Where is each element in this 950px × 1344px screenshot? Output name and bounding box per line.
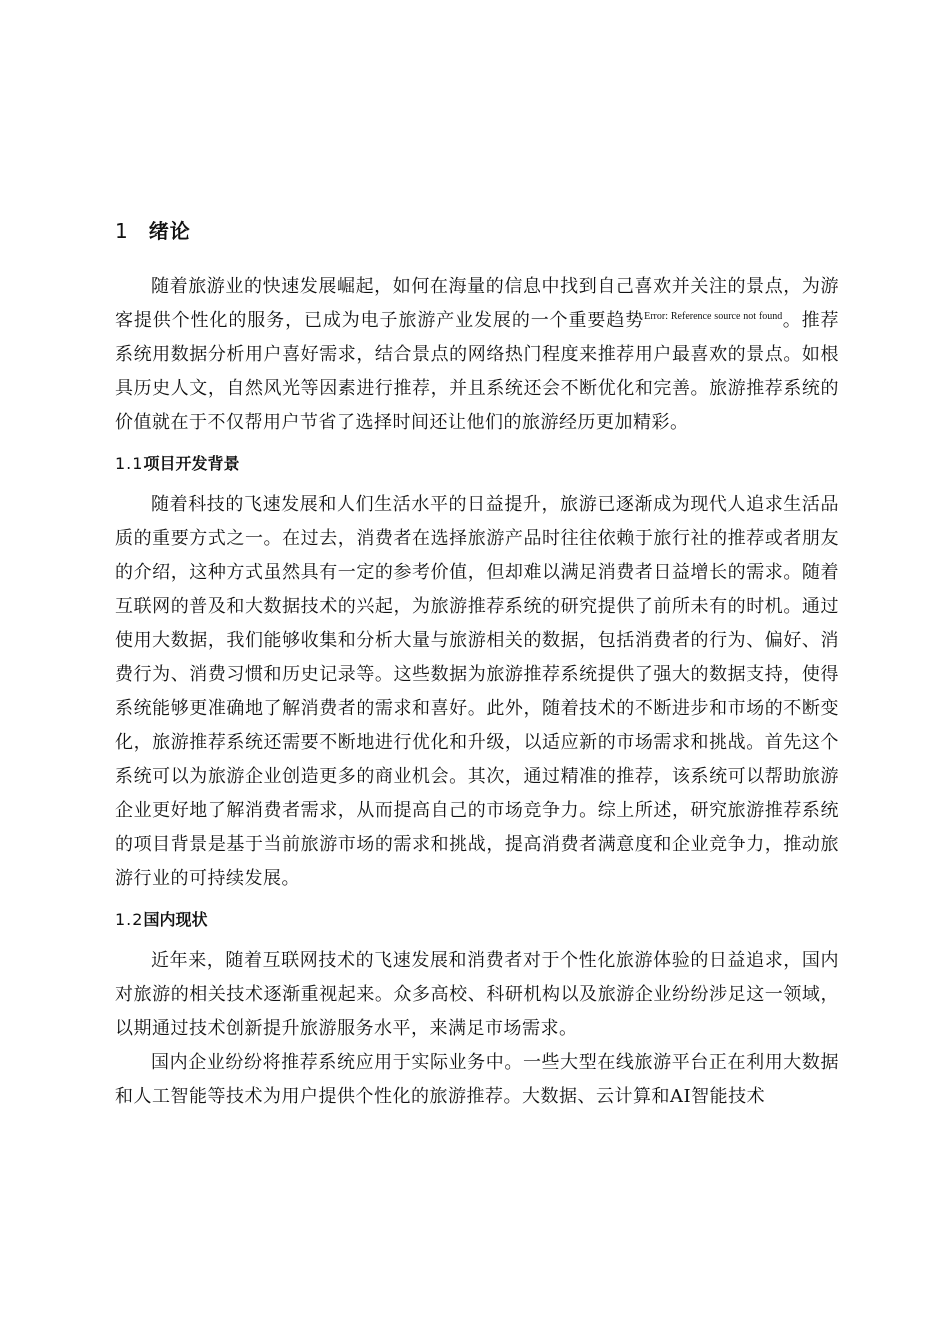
section-number-1-2: 1.2 [115, 910, 144, 929]
chapter-title: 绪论 [148, 219, 191, 243]
domestic-status-paragraph-1: 近年来，随着互联网技术的飞速发展和消费者对于个性化旅游体验的日益追求，国内对旅游的相关技术逐渐重视起来。众多高校、科研机构以及旅游企业纷纷涉足这一领域，以期通过技术创新提升旅游服务水平，来满足市场需求。 [115, 950, 839, 1039]
intro-paragraph [115, 270, 839, 440]
section-number-1-1: 1.1 [115, 454, 144, 473]
chapter-heading [115, 216, 839, 246]
reference-error-note: Error: Reference source not found [644, 311, 783, 322]
domestic-status-paragraph-2: 国内企业纷纷将推荐系统应用于实际业务中。一些大型在线旅游平台正在利用大数据和人工智能等技术为用户提供个性化的旅游推荐。大数据、云计算和AI智能技术 [115, 1052, 839, 1107]
background-paragraph: 随着科技的飞速发展和人们生活水平的日益提升，旅游已逐渐成为现代人追求生活品质的重要方式之一。在过去，消费者在选择旅游产品时往往依赖于旅行社的推荐或者朋友的介绍，这种方式虽然具有一定的参考价值，但却难以满足消费者日益增长的需求。随着互联网的普及和大数据技术的兴起，为旅游推荐系统的研究提供了前所未有的时机。通过使用大数据，我们能够收集和分析大量与旅游相关的数据，包括消费者的行为、偏好、消费行为、消费习惯和历史记录等。这些数据为旅游推荐系统提供了强大的数据支持，使得系统能够更准确地了解消费者的需求和喜好。此外，随着技术的不断进步和市场的不断变化，旅游推荐系统还需要不断地进行优化和升级，以适应新的市场需求和挑战。首先这个系统可以为旅游企业创造更多的商业机会。其次，通过精准的推荐，该系统可以帮助旅游企业更好地了解消费者需求，从而提高自己的市场竞争力。综上所述，研究旅游推荐系统的项目背景是基于当前旅游市场的需求和挑战，提高消费者满意度和企业竞争力，推动旅游行业的可持续发展。 [115, 494, 839, 889]
intro-text-after-ref: 。推荐系统用数据分析用户喜好需求，结合景点的网络热门程度来推荐用户最喜欢的景点。如根具历史人文，自然风光等因素进行推荐，并且系统还会不断优化和完善。旅游推荐系统的价值就在于不仅帮用户节省了选择时间还让他们的旅游经历更加精彩。 [115, 310, 840, 433]
chapter-number: 1 [115, 219, 129, 243]
section-heading-1-1 [115, 452, 839, 476]
section-heading-1-2 [115, 908, 839, 932]
section-title-1-1: 项目开发背景 [143, 454, 240, 473]
intro-text-before-ref: 随着旅游业的快速发展崛起，如何在海量的信息中找到自己喜欢并关注的景点，为游客提供个性化的服务，已成为电子旅游产业发展的一个重要趋势 [115, 276, 839, 331]
section-title-1-2: 国内现状 [143, 910, 208, 929]
page-content [115, 216, 839, 1114]
